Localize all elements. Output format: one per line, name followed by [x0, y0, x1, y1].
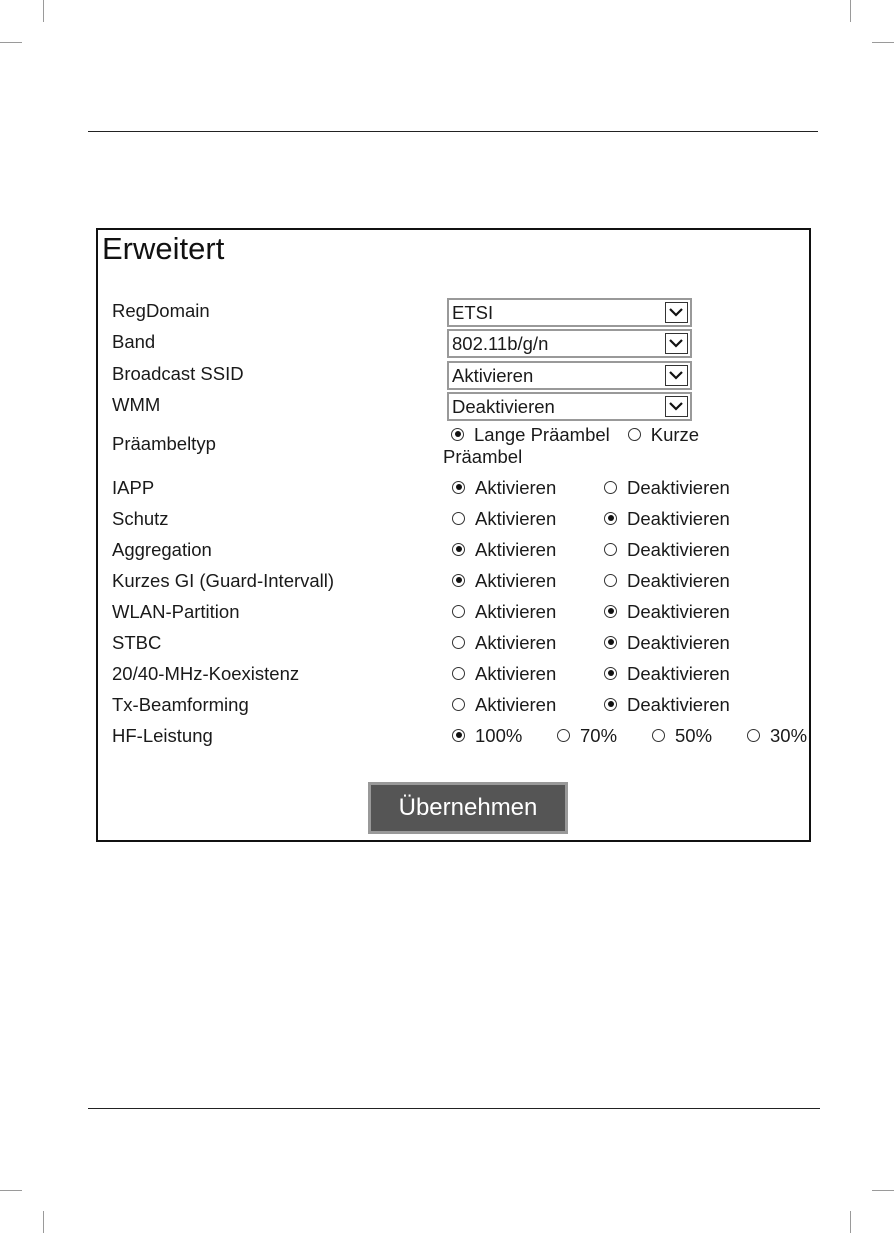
disable-option[interactable] — [604, 663, 730, 685]
enable-option[interactable] — [452, 632, 556, 654]
option-label: Aktivieren — [475, 477, 557, 498]
radio-checked-icon[interactable] — [451, 428, 464, 441]
rf-power-option[interactable] — [452, 725, 522, 747]
enable-option[interactable] — [452, 477, 556, 499]
preamble-row — [112, 424, 809, 467]
rf-power-option[interactable] — [747, 725, 807, 747]
option-label: Deaktivieren — [627, 508, 730, 529]
option-label: Aktivieren — [475, 694, 557, 715]
toggle-row — [112, 630, 809, 661]
enable-option[interactable] — [452, 663, 556, 685]
setting-label: WMM — [112, 394, 161, 415]
dropdown-select[interactable] — [447, 392, 692, 421]
radio-checked-icon[interactable] — [604, 698, 617, 711]
radio-checked-icon[interactable] — [452, 729, 465, 742]
option-label: Deaktivieren — [627, 601, 730, 622]
radio-checked-icon[interactable] — [452, 543, 465, 556]
crop-mark — [43, 1211, 44, 1233]
panel-title: Erweitert — [102, 231, 225, 266]
option-label: 50% — [675, 725, 713, 746]
toggle-row — [112, 661, 809, 692]
crop-mark — [872, 1190, 894, 1191]
setting-label: Broadcast SSID — [112, 363, 244, 384]
setting-label: RegDomain — [112, 300, 210, 321]
option-label: Kurze Präambel — [443, 424, 700, 467]
radio-unchecked-icon[interactable] — [652, 729, 665, 742]
setting-label: Band — [112, 331, 156, 352]
option-label: Deaktivieren — [627, 694, 730, 715]
select-value: Deaktivieren — [452, 396, 555, 417]
advanced-settings-panel — [96, 228, 811, 842]
crop-mark — [850, 1211, 851, 1233]
setting-label: Präambeltyp — [112, 433, 216, 454]
disable-option[interactable] — [604, 601, 730, 623]
chevron-down-icon[interactable] — [665, 365, 688, 386]
radio-unchecked-icon[interactable] — [557, 729, 570, 742]
option-label: 30% — [770, 725, 808, 746]
crop-mark — [0, 42, 22, 43]
preamble-option[interactable] — [451, 424, 610, 445]
radio-unchecked-icon[interactable] — [604, 481, 617, 494]
disable-option[interactable] — [604, 508, 730, 530]
select-value: 802.11b/g/n — [452, 333, 549, 354]
enable-option[interactable] — [452, 601, 556, 623]
radio-checked-icon[interactable] — [604, 605, 617, 618]
option-label: Aktivieren — [475, 508, 557, 529]
radio-checked-icon[interactable] — [452, 574, 465, 587]
enable-option[interactable] — [452, 539, 556, 561]
radio-unchecked-icon[interactable] — [747, 729, 760, 742]
radio-unchecked-icon[interactable] — [604, 543, 617, 556]
select-row — [112, 329, 809, 360]
radio-unchecked-icon[interactable] — [452, 667, 465, 680]
option-label: Deaktivieren — [627, 632, 730, 653]
option-label: Aktivieren — [475, 539, 557, 560]
chevron-down-icon[interactable] — [665, 396, 688, 417]
radio-unchecked-icon[interactable] — [452, 636, 465, 649]
crop-mark — [43, 0, 44, 22]
option-label: Aktivieren — [475, 632, 557, 653]
select-value: ETSI — [452, 302, 494, 323]
rf-power-row — [112, 723, 809, 754]
enable-option[interactable] — [452, 570, 556, 592]
radio-unchecked-icon[interactable] — [452, 698, 465, 711]
option-label: 100% — [475, 725, 523, 746]
select-value: Aktivieren — [452, 365, 534, 386]
crop-mark — [872, 42, 894, 43]
select-row — [112, 361, 809, 392]
setting-label: Schutz — [112, 508, 169, 529]
disable-option[interactable] — [604, 632, 730, 654]
toggle-row — [112, 599, 809, 630]
preamble-option-group — [443, 424, 773, 468]
header-rule — [88, 131, 818, 132]
option-label: Aktivieren — [475, 663, 557, 684]
option-label: Aktivieren — [475, 601, 557, 622]
toggle-row — [112, 475, 809, 506]
setting-label: STBC — [112, 632, 162, 653]
disable-option[interactable] — [604, 570, 730, 592]
enable-option[interactable] — [452, 694, 556, 716]
chevron-down-icon[interactable] — [665, 333, 688, 354]
radio-unchecked-icon[interactable] — [604, 574, 617, 587]
select-row — [112, 392, 809, 423]
enable-option[interactable] — [452, 508, 556, 530]
option-label: Deaktivieren — [627, 539, 730, 560]
footer-rule — [88, 1108, 820, 1109]
dropdown-select[interactable] — [447, 298, 692, 327]
chevron-down-icon[interactable] — [665, 302, 688, 323]
option-label: Deaktivieren — [627, 570, 730, 591]
toggle-row — [112, 568, 809, 599]
select-row — [112, 298, 809, 329]
radio-unchecked-icon[interactable] — [452, 512, 465, 525]
apply-button[interactable]: Übernehmen — [368, 782, 568, 834]
rf-power-option[interactable] — [557, 725, 617, 747]
crop-mark — [850, 0, 851, 22]
setting-label: 20/40-MHz-Koexistenz — [112, 663, 300, 684]
disable-option[interactable] — [604, 539, 730, 561]
setting-label: Tx-Beamforming — [112, 694, 249, 715]
radio-checked-icon[interactable] — [604, 636, 617, 649]
toggle-row — [112, 506, 809, 537]
option-label: Aktivieren — [475, 570, 557, 591]
radio-unchecked-icon[interactable] — [452, 605, 465, 618]
setting-label: Kurzes GI (Guard-Intervall) — [112, 570, 335, 591]
disable-option[interactable] — [604, 477, 730, 499]
option-label: Lange Präambel — [474, 424, 610, 445]
option-label: Deaktivieren — [627, 477, 730, 498]
radio-checked-icon[interactable] — [452, 481, 465, 494]
option-label: 70% — [580, 725, 618, 746]
option-label: Deaktivieren — [627, 663, 730, 684]
setting-label: Aggregation — [112, 539, 212, 560]
toggle-row — [112, 537, 809, 568]
crop-mark — [0, 1190, 22, 1191]
setting-label: HF-Leistung — [112, 725, 213, 746]
radio-checked-icon[interactable] — [604, 667, 617, 680]
rf-power-option[interactable] — [652, 725, 712, 747]
toggle-row — [112, 692, 809, 723]
radio-checked-icon[interactable] — [604, 512, 617, 525]
disable-option[interactable] — [604, 694, 730, 716]
radio-unchecked-icon[interactable] — [628, 428, 641, 441]
setting-label: WLAN-Partition — [112, 601, 240, 622]
dropdown-select[interactable] — [447, 329, 692, 358]
setting-label: IAPP — [112, 477, 155, 498]
dropdown-select[interactable] — [447, 361, 692, 390]
